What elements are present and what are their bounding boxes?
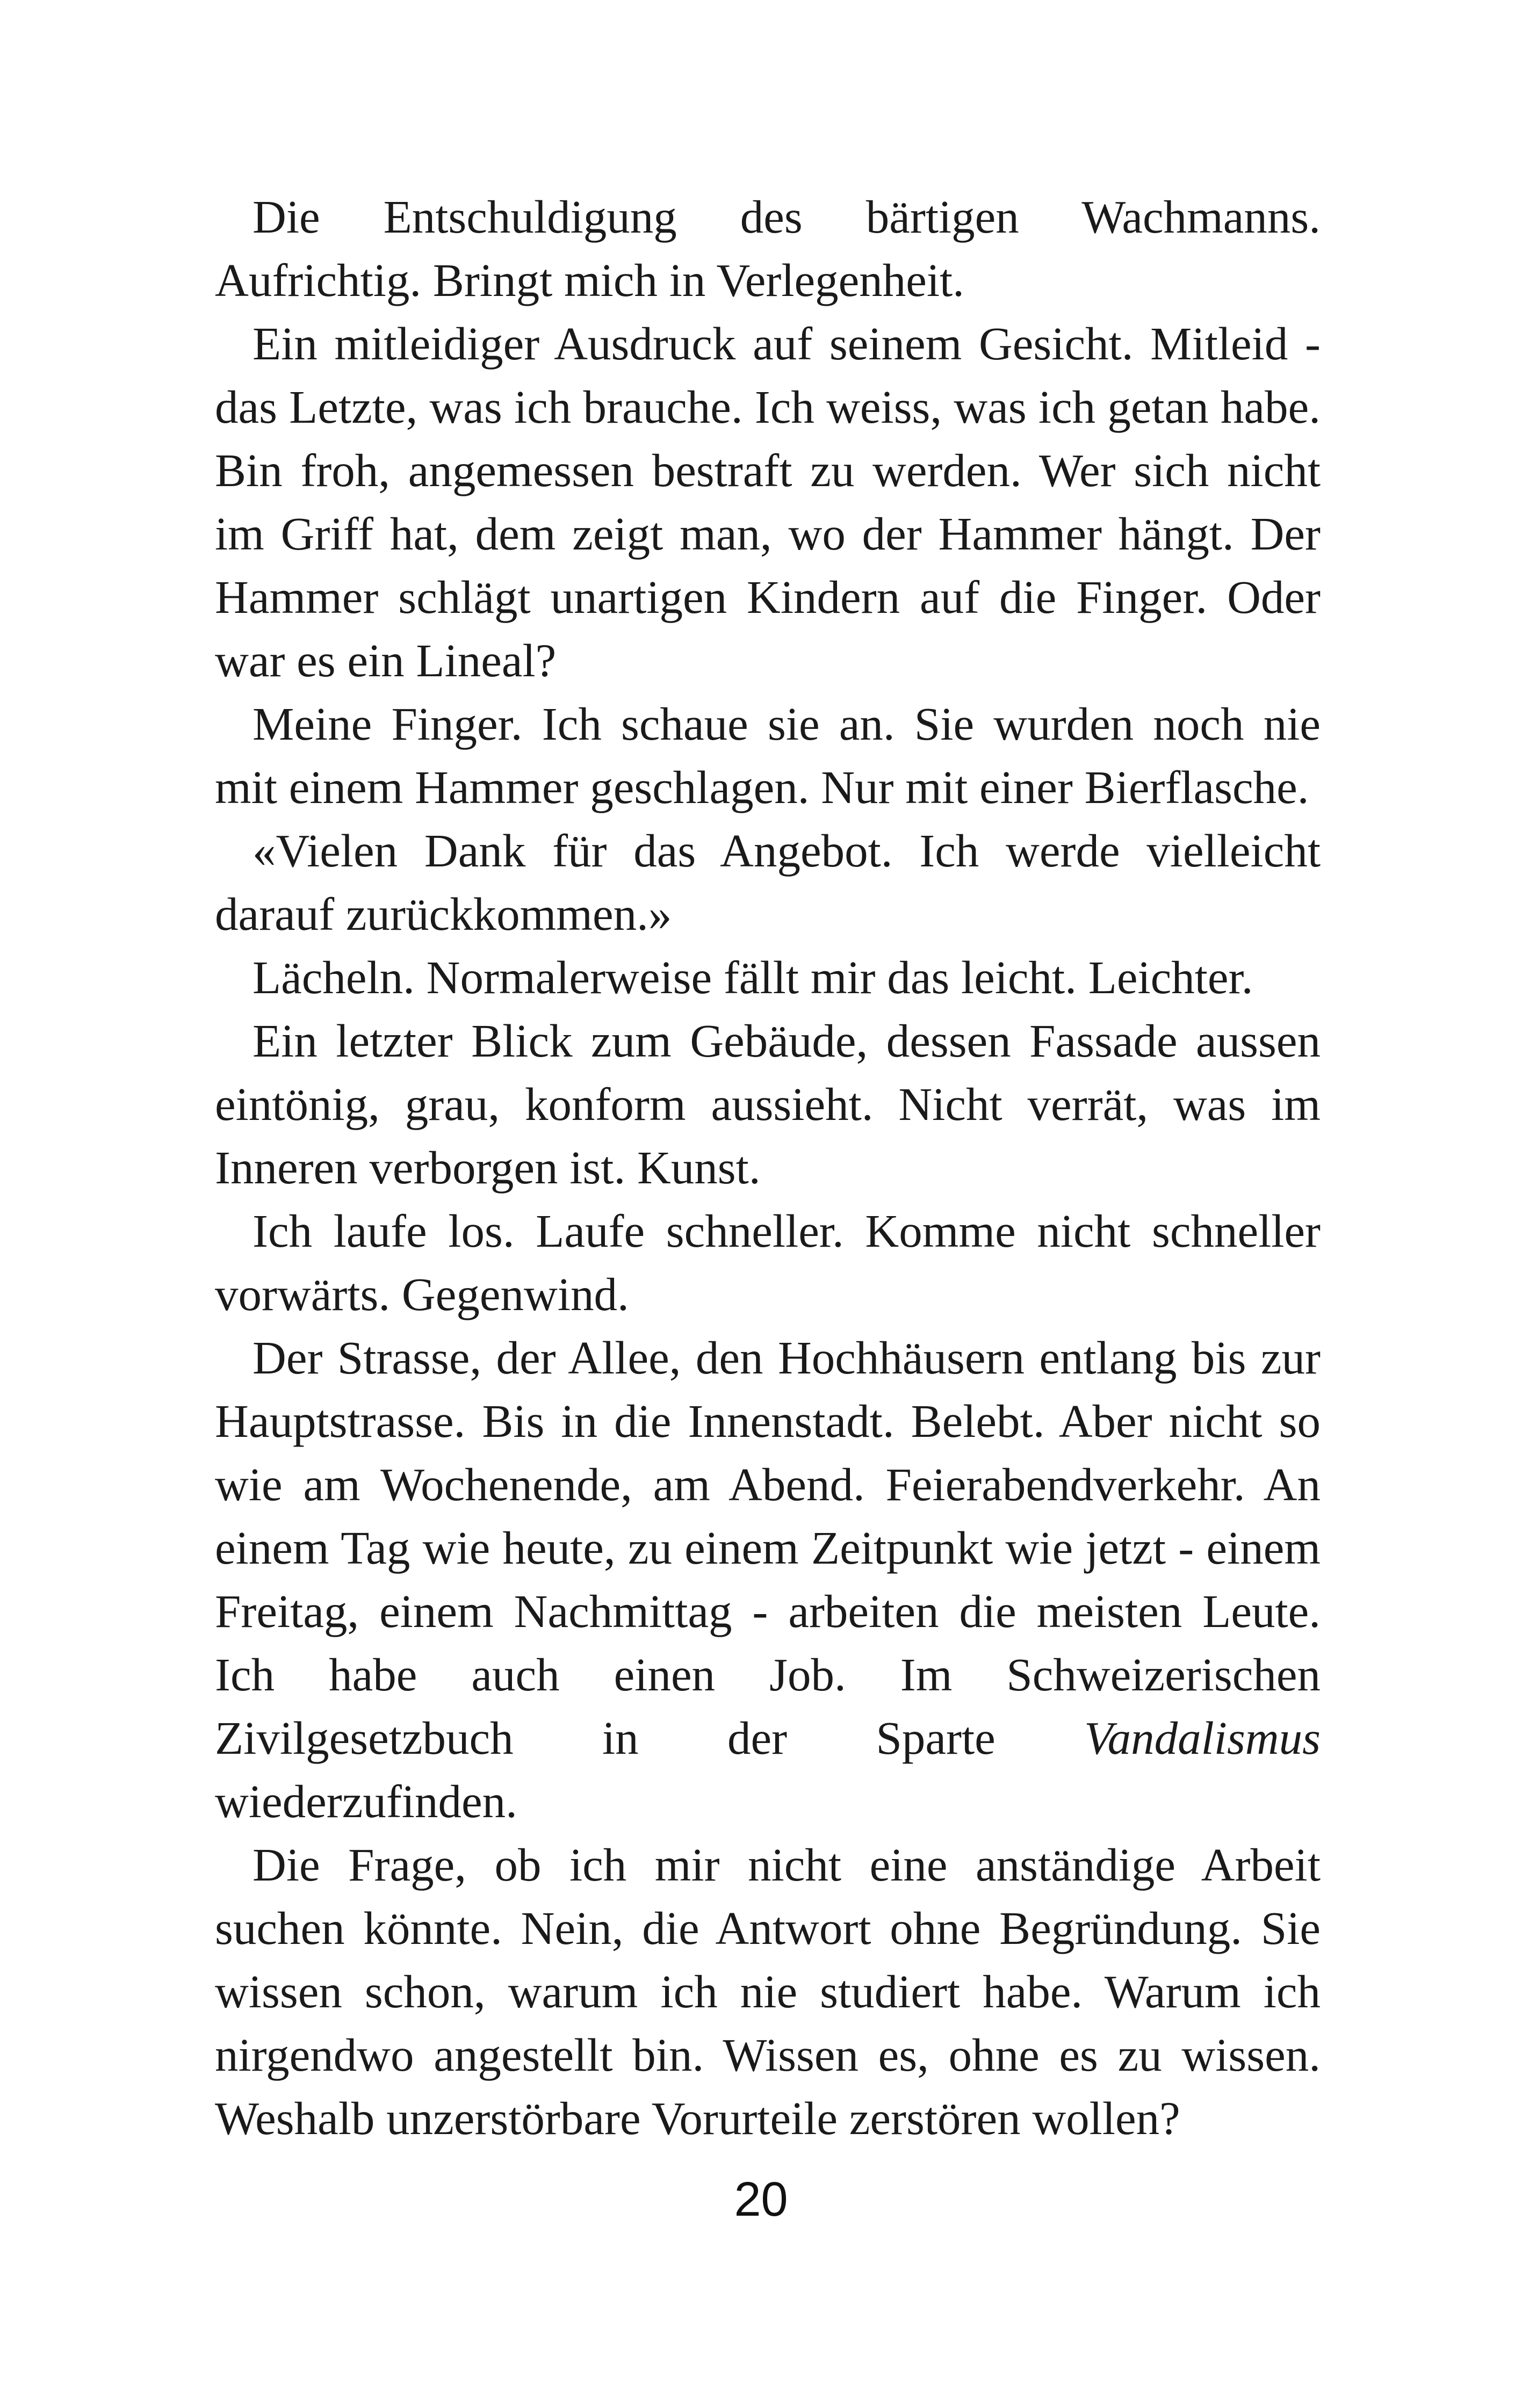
- paragraph: [215, 1326, 1321, 1833]
- paragraph-text: wiederzufinden.: [215, 1775, 517, 1827]
- italic-term: Vandalismus: [1084, 1712, 1321, 1764]
- paragraph: «Vielen Dank für das Angebot. Ich werde vielleicht darauf zurückkommen.»: [215, 825, 1321, 940]
- paragraph: Ich laufe los. Laufe schneller. Komme nicht schneller vorwärts. Gegenwind.: [215, 1205, 1321, 1320]
- paragraph: Ein mitleidiger Ausdruck auf seinem Gesicht. Mitleid - das Letzte, was ich brauche. Ich weiss, was ich getan habe. Bin froh, angemessen bestraft zu werden. Wer sich nicht im Griff hat, dem zeigt man, wo der Hammer hängt. Der Hammer schlägt unartigen Kindern auf die Finger. Oder war es ein Lineal?: [215, 317, 1321, 686]
- paragraph-text: Der Strasse, der Allee, den Hochhäusern entlang bis zur Hauptstrasse. Bis in die Innenstadt. Belebt. Aber nicht so wie am Wochenende, am Abend. Feierabendverkehr. An einem Tag wie heute, zu einem Zeitpunkt wie jetzt - einem Freitag, einem Nachmittag - arbeiten die meisten Leute. Ich habe auch einen Job. Im Schweizerischen Zivilgesetzbuch in der Sparte: [215, 1332, 1321, 1764]
- paragraph: Die Entschuldigung des bärtigen Wachmanns. Aufrichtig. Bringt mich in Verlegenheit.: [215, 191, 1321, 306]
- body-text: [215, 185, 1321, 2150]
- paragraph: Die Frage, ob ich mir nicht eine anständige Arbeit suchen könnte. Nein, die Antwort ohne Begründung. Sie wissen schon, warum ich nie studiert habe. Warum ich nirgendwo angestellt bin. Wissen es, ohne es zu wissen. Weshalb unzerstörbare Vorurteile zerstören wollen?: [215, 1839, 1321, 2144]
- paragraph: Ein letzter Blick zum Gebäude, dessen Fassade aussen eintönig, grau, konform aussieht. Nicht verrät, was im Inneren verborgen ist. Kunst.: [215, 1015, 1321, 1194]
- paragraph: Meine Finger. Ich schaue sie an. Sie wurden noch nie mit einem Hammer geschlagen. Nur mit einer Bierflasche.: [215, 698, 1321, 813]
- page-number: 20: [734, 2173, 788, 2226]
- paragraph: Lächeln. Normalerweise fällt mir das leicht. Leichter.: [253, 951, 1253, 1003]
